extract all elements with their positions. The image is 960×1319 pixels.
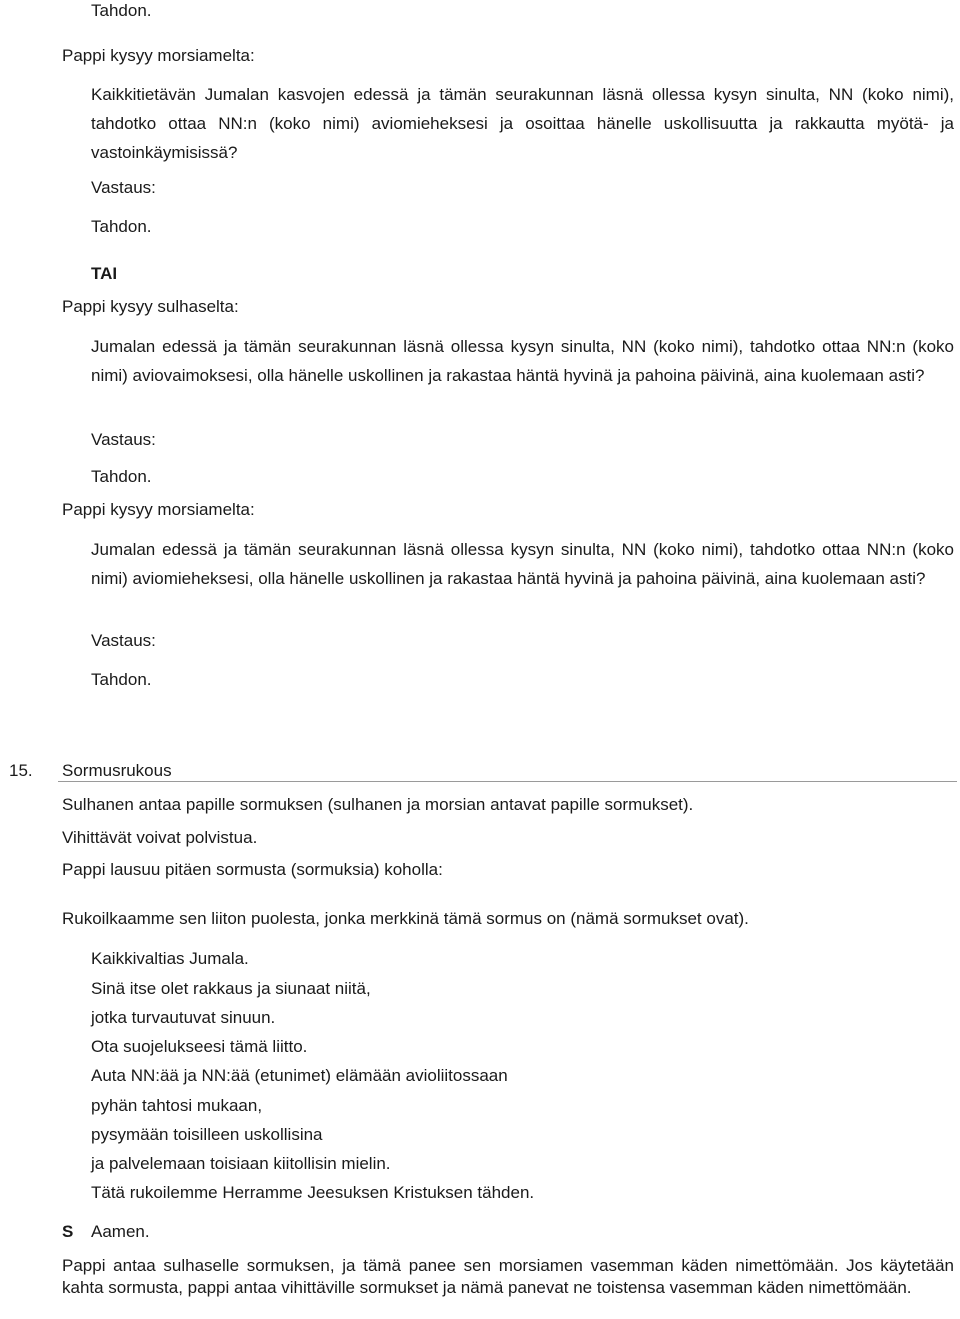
question-paragraph: Jumalan edessä ja tämän seurakunnan läsnä ollessa kysyn sinulta, NN (koko nimi), tahdotko ottaa NN:n (koko nimi) aviovaimoksesi, olla hänelle uskollinen ja rakastaa häntä hyvinä ja pahoina päivinä, aina kuolemaan asti? [91, 337, 954, 385]
prayer-line: pyhän tahtosi mukaan, [91, 1096, 263, 1115]
answer-text: Tahdon. [91, 467, 152, 486]
answer-text: Tahdon. [91, 670, 152, 689]
answer-label: Vastaus: [91, 430, 156, 449]
question-paragraph: Jumalan edessä ja tämän seurakunnan läsnä ollessa kysyn sinulta, NN (koko nimi), tahdotko ottaa NN:n (koko nimi) aviomieheksesi, olla hänelle uskollinen ja rakastaa häntä hyvinä ja pahoina päivinä, aina kuolemaan asti? [91, 540, 954, 588]
instruction-line: Pappi lausuu pitäen sormusta (sormuksia) koholla: [62, 860, 443, 879]
prayer-line: Auta NN:ää ja NN:ää (etunimet) elämään avioliitossaan [91, 1066, 508, 1085]
prayer-intro: Rukoilkaamme sen liiton puolesta, jonka merkkinä tämä sormus on (nämä sormukset ovat). [62, 909, 749, 928]
prayer-line: pysymään toisilleen uskollisina [91, 1125, 323, 1144]
prayer-line: Kaikkivaltias Jumala. [91, 949, 249, 968]
section-divider [58, 781, 957, 782]
closing-instruction: Pappi antaa sulhaselle sormuksen, ja tämä panee sen morsiamen vasemman käden nimettömään. Jos käytetään kahta sormusta, pappi antaa vihittäville sormukset ja nämä panevat ne toistensa vasemman käden nimettömään. [62, 1256, 954, 1297]
speaker-label: Pappi kysyy sulhaselta: [62, 297, 239, 316]
prayer-line: Tätä rukoilemme Herramme Jeesuksen Kristuksen tähden. [91, 1183, 535, 1202]
congregation-marker: S [62, 1222, 74, 1241]
prayer-line: Ota suojelukseesi tämä liitto. [91, 1037, 308, 1056]
instruction-line: Sulhanen antaa papille sormuksen (sulhanen ja morsian antavat papille sormukset). [62, 795, 694, 814]
speaker-label: Pappi kysyy morsiamelta: [62, 46, 255, 65]
answer-label: Vastaus: [91, 631, 156, 650]
answer-label: Vastaus: [91, 178, 156, 197]
prayer-line: jotka turvautuvat sinuun. [91, 1008, 276, 1027]
prayer-line: ja palvelemaan toisiaan kiitollisin mielin. [91, 1154, 391, 1173]
alternative-label: TAI [91, 264, 118, 283]
section-number: 15. [9, 761, 33, 780]
question-paragraph: Kaikkitietävän Jumalan kasvojen edessä ja tämän seurakunnan läsnä ollessa kysyn sinulta, NN (koko nimi), tahdotko ottaa NN:n (koko nimi) aviomieheksesi ja osoittaa hänelle uskollisuutta ja rakkautta myötä- ja vastoinkäymisissä? [91, 85, 954, 162]
section-title: Sormusrukous [62, 761, 172, 780]
prayer-line: Sinä itse olet rakkaus ja siunaat niitä, [91, 979, 371, 998]
amen-text: Aamen. [91, 1222, 150, 1241]
instruction-line: Vihittävät voivat polvistua. [62, 828, 258, 847]
answer-text: Tahdon. [91, 1, 152, 20]
speaker-label: Pappi kysyy morsiamelta: [62, 500, 255, 519]
answer-text: Tahdon. [91, 217, 152, 236]
